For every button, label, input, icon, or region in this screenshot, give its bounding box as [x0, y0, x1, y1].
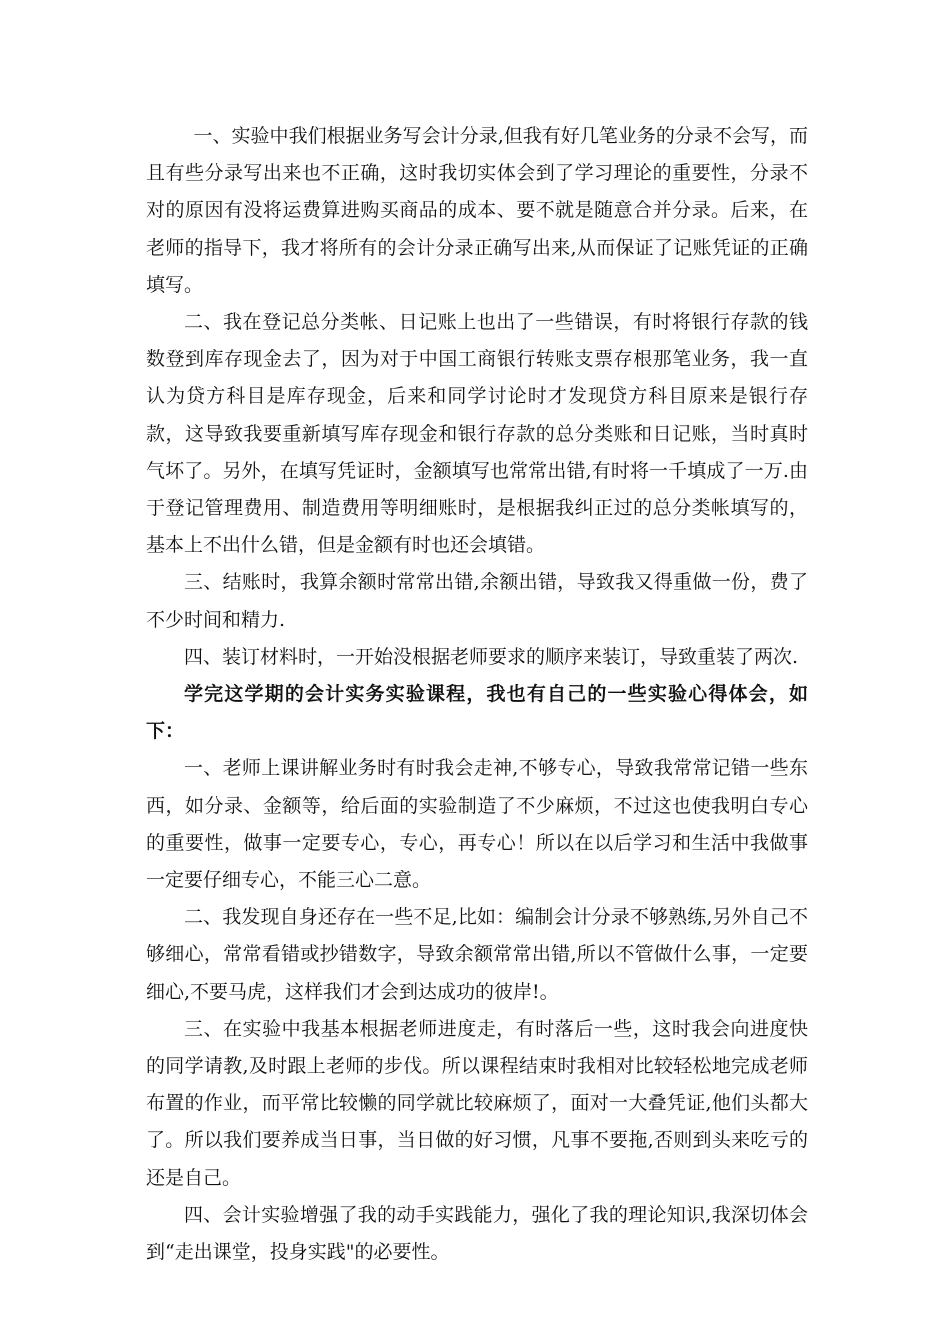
- paragraph-error-ledger: 二、我在登记总分类帐、日记账上也出了一些错误，有时将银行存款的钱数登到库存现金去了，因为对于中国工商银行转账支票存根那笔业务，我一直认为贷方科目是库存现金，后来和同学讨论时才发现贷方科目原来是银行存款，这导致我要重新填写库存现金和银行存款的总分类账和日记账，当时真时气坏了。另外，在填写凭证时，金额填写也常常出错,有时将一千填成了一万.由于登记管理费用、制造费用等明细账时，是根据我纠正过的总分类帐填写的，基本上不出什么错，但是金额有时也还会填错。: [146, 311, 808, 557]
- paragraph-reflection-carefulness: 二、我发现自身还存在一些不足,比如：编制会计分录不够熟练,另外自己不够细心，常常看错或抄错数字，导致余额常常出错,所以不管做什么事，一定要细心,不要马虎，这样我们才会到达成功的彼岸!。: [146, 906, 808, 1003]
- document-body: [146, 118, 808, 1271]
- paragraph-reflection-progress: 三、在实验中我基本根据老师进度走，有时落后一些，这时我会向进度快的同学请教,及时跟上老师的步伐。所以课程结束时我相对比较轻松地完成老师布置的作业，而平常比较懒的同学就比较麻烦了，面对一大叠凭证,他们头都大了。所以我们要养成当日事，当日做的好习惯，凡事不要拖,否则到头来吃亏的还是自己。: [146, 1017, 808, 1189]
- paragraph-error-closing: 三、结账时，我算余额时常常出错,余额出错，导致我又得重做一份，费了不少时间和精力.: [146, 571, 808, 631]
- paragraph-error-entries: 一、实验中我们根据业务写会计分录,但我有好几笔业务的分录不会写，而且有些分录写出来也不正确，这时我切实体会到了学习理论的重要性，分录不对的原因有没将运费算进购买商品的成本、要不就是随意合并分录。后来，在老师的指导下，我才将所有的会计分录正确写出来,从而保证了记账凭证的正确填写。: [146, 125, 808, 296]
- section-heading-reflections: 学完这学期的会计实务实验课程，我也有自己的一些实验心得体会，如下：: [146, 683, 808, 743]
- paragraph-reflection-focus: 一、老师上课讲解业务时有时我会走神,不够专心，导致我常常记错一些东西，如分录、金额等，给后面的实验制造了不少麻烦，不过这也使我明白专心的重要性，做事一定要专心，专心，再专心！所以在以后学习和生活中我做事一定要仔细专心，不能三心二意。: [146, 757, 808, 892]
- paragraph-reflection-practice: 四、会计实验增强了我的动手实践能力，强化了我的理论知识,我深切体会到“走出课堂，投身实践"的必要性。: [146, 1203, 808, 1264]
- paragraph-error-binding: 四、装订材料时，一开始没根据老师要求的顺序来装订，导致重装了两次.: [184, 645, 799, 668]
